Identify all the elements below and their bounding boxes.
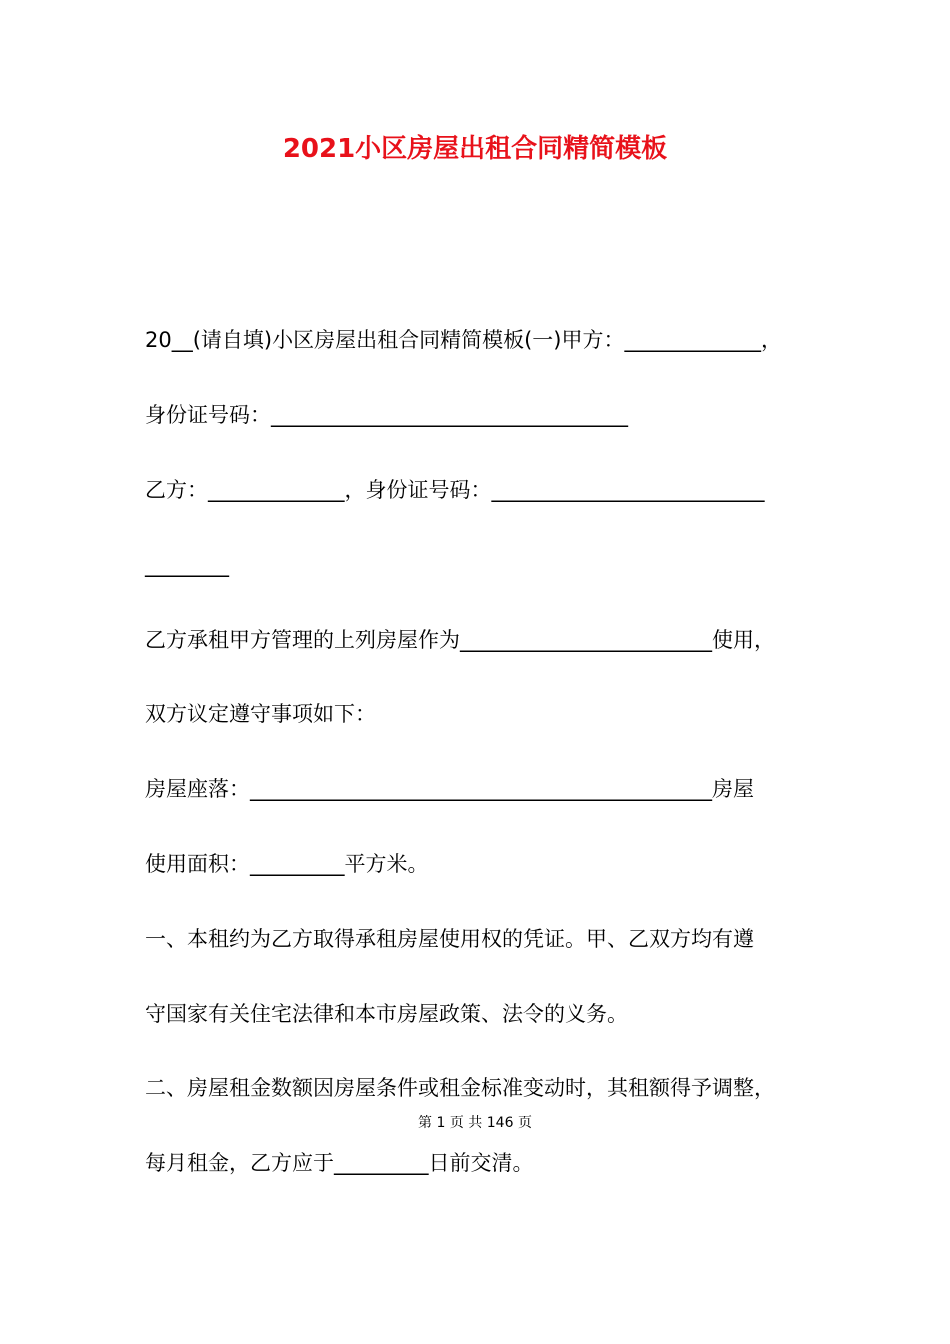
contract-line-area: 使用面积：_________平方米。: [145, 852, 429, 876]
page-footer: [0, 1113, 950, 1133]
page-suffix: 页: [517, 1115, 532, 1131]
contract-clause-1-cont: 守国家有关住宅法律和本市房屋政策、法令的义务。: [145, 1002, 628, 1026]
contract-clause-1: 一、本租约为乙方取得承租房屋使用权的凭证。甲、乙双方均有遵: [145, 927, 754, 951]
contract-clause-2: 二、房屋租金数额因房屋条件或租金标准变动时，其租额得予调整，: [145, 1076, 775, 1100]
contract-line-location: 房屋座落：____________________________________________房屋: [145, 777, 754, 801]
contract-line-blank: ________: [145, 553, 229, 577]
page-number: 1: [436, 1115, 446, 1131]
document-title: 2021小区房屋出租合同精简模板: [282, 134, 668, 164]
contract-line-party-a-id: 身份证号码：__________________________________: [145, 403, 628, 427]
contract-line-usage: 乙方承租甲方管理的上列房屋作为________________________使用，: [145, 628, 775, 652]
contract-line-party-b: 乙方：_____________，身份证号码：__________________________: [145, 478, 765, 502]
page-middle: 页 共: [449, 1115, 483, 1131]
total-pages: 146: [486, 1115, 514, 1131]
contract-clause-2-cont: 每月租金，乙方应于_________日前交清。: [145, 1151, 534, 1175]
contract-line-agreement: 双方议定遵守事项如下：: [145, 702, 376, 726]
contract-line-party-a: 20__(请自填)小区房屋出租合同精简模板(一)甲方：_____________，: [145, 328, 782, 352]
page-prefix: 第: [418, 1115, 433, 1131]
